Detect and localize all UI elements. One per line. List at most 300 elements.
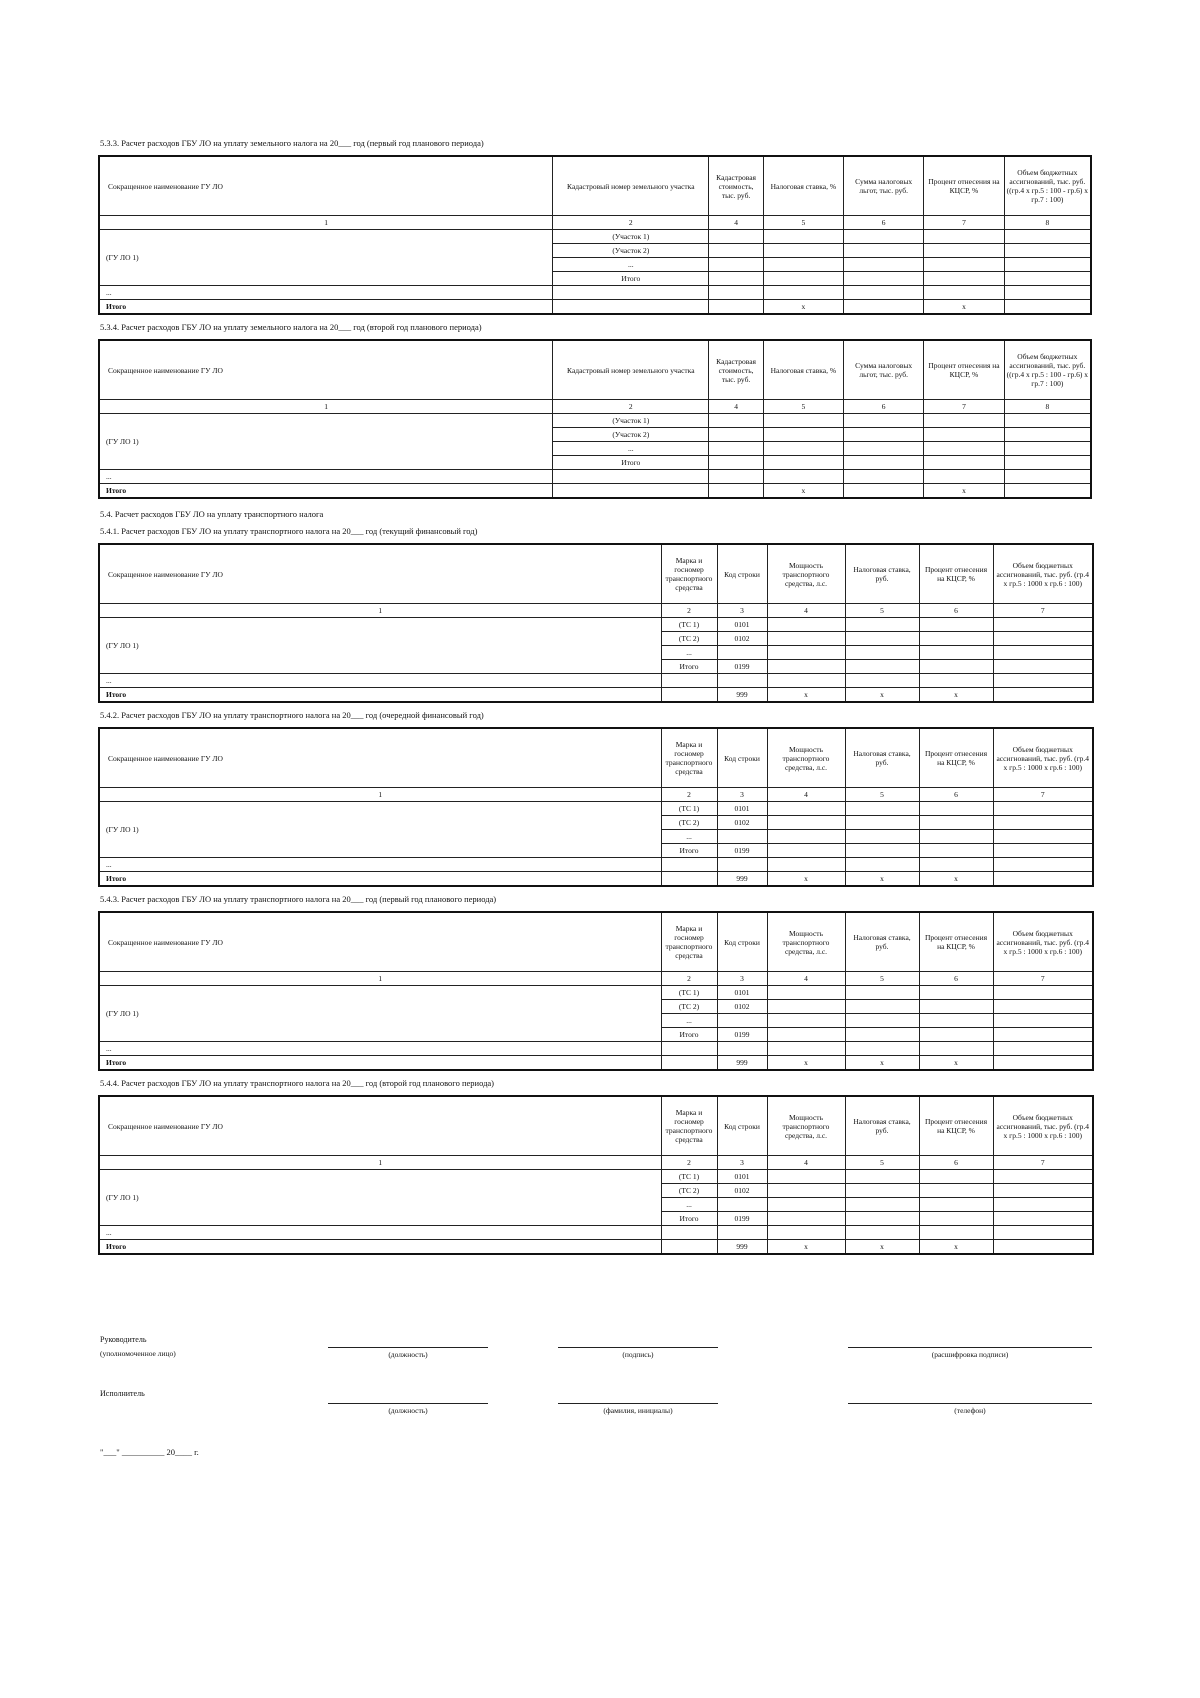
col-number: 7 xyxy=(993,604,1093,618)
column-numbers-row xyxy=(99,400,1091,414)
empty-cell xyxy=(767,1000,845,1014)
total-row xyxy=(99,872,1093,887)
col-number: 2 xyxy=(661,604,717,618)
empty-cell xyxy=(844,272,924,286)
empty-cell xyxy=(709,456,763,470)
land-tax-table-5-3-3 xyxy=(98,155,1092,315)
position-line xyxy=(328,1347,488,1348)
empty-cell xyxy=(767,802,845,816)
col-header-cadastral-number: Кадастровый номер земельного участка xyxy=(553,156,709,216)
executor-position-line xyxy=(328,1403,488,1404)
table-row xyxy=(99,858,1093,872)
empty-cell xyxy=(845,632,919,646)
empty-cell xyxy=(844,484,924,499)
table-row xyxy=(99,1226,1093,1240)
column-numbers-row xyxy=(99,1156,1093,1170)
fio-line xyxy=(558,1403,718,1404)
empty-cell xyxy=(767,632,845,646)
code-cell: 999 xyxy=(717,872,767,887)
col-number: 6 xyxy=(919,1156,993,1170)
code-cell: 0101 xyxy=(717,618,767,632)
empty-cell xyxy=(1004,244,1091,258)
table-row xyxy=(99,986,1093,1000)
col-header-row-code: Код строки xyxy=(717,728,767,788)
empty-cell xyxy=(1004,272,1091,286)
col-number: 2 xyxy=(661,972,717,986)
empty-cell xyxy=(919,1226,993,1240)
empty-cell xyxy=(919,618,993,632)
org-name-cell: (ГУ ЛО 1) xyxy=(99,230,553,286)
x-cell: x xyxy=(919,872,993,887)
x-cell: x xyxy=(763,300,843,315)
col-number: 4 xyxy=(767,788,845,802)
empty-cell xyxy=(553,484,709,499)
empty-cell xyxy=(924,442,1004,456)
x-cell: x xyxy=(845,688,919,703)
empty-cell xyxy=(993,660,1093,674)
empty-cell xyxy=(709,442,763,456)
col-number: 1 xyxy=(99,1156,661,1170)
col-header-budget-volume: Объем бюджетных ассигнований, тыс. руб. (гр.4 x гр.5 : 1000 x гр.6 : 100) xyxy=(993,728,1093,788)
date-line: "___" __________ 20____ г. xyxy=(100,1447,199,1457)
empty-cell xyxy=(845,1000,919,1014)
col-number: 6 xyxy=(919,604,993,618)
col-number: 1 xyxy=(99,788,661,802)
empty-cell xyxy=(924,244,1004,258)
col-number: 6 xyxy=(844,216,924,230)
col-number: 7 xyxy=(993,788,1093,802)
empty-cell xyxy=(844,230,924,244)
empty-cell xyxy=(1004,470,1091,484)
empty-cell xyxy=(767,858,845,872)
col-header-power: Мощность транспортного средства, л.с. xyxy=(767,1096,845,1156)
empty-cell xyxy=(767,844,845,858)
empty-cell xyxy=(845,618,919,632)
empty-cell xyxy=(919,830,993,844)
dots-cell: ... xyxy=(661,646,717,660)
empty-cell xyxy=(661,1240,717,1255)
total-label: Итого xyxy=(99,300,553,315)
empty-cell xyxy=(717,1014,767,1028)
dots-cell: ... xyxy=(99,470,553,484)
empty-cell xyxy=(767,816,845,830)
table-row xyxy=(99,618,1093,632)
column-numbers-row xyxy=(99,604,1093,618)
col-number: 3 xyxy=(717,788,767,802)
document-page xyxy=(98,138,1092,1262)
empty-cell xyxy=(924,456,1004,470)
total-label: Итого xyxy=(99,1240,661,1255)
position-caption: (должность) xyxy=(388,1350,428,1359)
empty-cell xyxy=(1004,230,1091,244)
empty-cell xyxy=(709,244,763,258)
col-number: 5 xyxy=(845,1156,919,1170)
col-number: 2 xyxy=(661,1156,717,1170)
subtotal-label: Итого xyxy=(661,1028,717,1042)
empty-cell xyxy=(919,660,993,674)
col-header-org: Сокращенное наименование ГУ ЛО xyxy=(99,912,661,972)
total-label: Итого xyxy=(99,872,661,887)
code-cell: 0101 xyxy=(717,986,767,1000)
executor-position-caption: (должность) xyxy=(388,1406,428,1415)
table-header-row xyxy=(99,544,1093,604)
empty-cell xyxy=(844,456,924,470)
dots-cell: ... xyxy=(99,286,553,300)
col-number: 2 xyxy=(553,216,709,230)
empty-cell xyxy=(993,674,1093,688)
subtotal-label: Итого xyxy=(553,456,709,470)
dots-cell: ... xyxy=(99,858,661,872)
empty-cell xyxy=(993,1240,1093,1255)
empty-cell xyxy=(717,646,767,660)
column-numbers-row xyxy=(99,972,1093,986)
x-cell: x xyxy=(919,688,993,703)
empty-cell xyxy=(993,1000,1093,1014)
empty-cell xyxy=(763,470,843,484)
col-number: 5 xyxy=(845,972,919,986)
empty-cell xyxy=(919,1184,993,1198)
col-header-tax-rate: Налоговая ставка, % xyxy=(763,156,843,216)
executor-label: Исполнитель xyxy=(100,1389,145,1398)
empty-cell xyxy=(844,428,924,442)
phone-line xyxy=(848,1403,1092,1404)
plot-cell: (Участок 2) xyxy=(553,244,709,258)
empty-cell xyxy=(661,688,717,703)
vehicle-cell: (ТС 2) xyxy=(661,816,717,830)
dots-cell: ... xyxy=(661,1198,717,1212)
total-label: Итого xyxy=(99,1056,661,1071)
empty-cell xyxy=(553,286,709,300)
col-header-org: Сокращенное наименование ГУ ЛО xyxy=(99,544,661,604)
empty-cell xyxy=(845,646,919,660)
col-header-power: Мощность транспортного средства, л.с. xyxy=(767,912,845,972)
empty-cell xyxy=(845,986,919,1000)
empty-cell xyxy=(709,470,763,484)
empty-cell xyxy=(767,1184,845,1198)
empty-cell xyxy=(661,674,717,688)
empty-cell xyxy=(919,674,993,688)
vehicle-cell: (ТС 2) xyxy=(661,1184,717,1198)
col-number: 7 xyxy=(993,972,1093,986)
total-row xyxy=(99,300,1091,315)
empty-cell xyxy=(919,1000,993,1014)
col-number: 4 xyxy=(767,972,845,986)
vehicle-cell: (ТС 1) xyxy=(661,618,717,632)
empty-cell xyxy=(767,1226,845,1240)
table-row xyxy=(99,470,1091,484)
col-number: 1 xyxy=(99,972,661,986)
empty-cell xyxy=(845,1212,919,1226)
column-numbers-row xyxy=(99,788,1093,802)
empty-cell xyxy=(709,428,763,442)
vehicle-cell: (ТС 1) xyxy=(661,802,717,816)
subtotal-label: Итого xyxy=(661,660,717,674)
code-cell: 0102 xyxy=(717,1184,767,1198)
x-cell: x xyxy=(767,688,845,703)
col-number: 7 xyxy=(924,216,1004,230)
empty-cell xyxy=(993,1056,1093,1071)
dots-cell: ... xyxy=(553,258,709,272)
col-header-org: Сокращенное наименование ГУ ЛО xyxy=(99,156,553,216)
col-number: 1 xyxy=(99,400,553,414)
empty-cell xyxy=(845,858,919,872)
code-cell: 0102 xyxy=(717,632,767,646)
transport-tax-table-5-4-3 xyxy=(98,911,1094,1071)
dots-cell: ... xyxy=(99,1042,661,1056)
x-cell: x xyxy=(924,484,1004,499)
dots-cell: ... xyxy=(99,674,661,688)
empty-cell xyxy=(661,1056,717,1071)
section-title-5-4-1: 5.4.1. Расчет расходов ГБУ ЛО на уплату транспортного налога на 20___ год (текущий финансовый год) xyxy=(100,526,478,536)
empty-cell xyxy=(919,858,993,872)
empty-cell xyxy=(767,646,845,660)
col-header-tax-rate: Налоговая ставка, руб. xyxy=(845,728,919,788)
empty-cell xyxy=(993,986,1093,1000)
col-header-row-code: Код строки xyxy=(717,912,767,972)
col-header-tax-benefits: Сумма налоговых льгот, тыс. руб. xyxy=(844,156,924,216)
empty-cell xyxy=(919,1170,993,1184)
table-header-row xyxy=(99,1096,1093,1156)
empty-cell xyxy=(661,1042,717,1056)
empty-cell xyxy=(993,858,1093,872)
dots-cell: ... xyxy=(661,830,717,844)
empty-cell xyxy=(763,286,843,300)
table-row xyxy=(99,1042,1093,1056)
col-header-vehicle: Марка и госномер транспортного средства xyxy=(661,1096,717,1156)
x-cell: x xyxy=(919,1240,993,1255)
empty-cell xyxy=(993,802,1093,816)
col-number: 1 xyxy=(99,604,661,618)
col-number: 8 xyxy=(1004,216,1091,230)
dots-cell: ... xyxy=(661,1014,717,1028)
col-number: 6 xyxy=(919,788,993,802)
col-number: 5 xyxy=(763,400,843,414)
empty-cell xyxy=(709,286,763,300)
empty-cell xyxy=(767,660,845,674)
land-tax-table-5-3-4 xyxy=(98,339,1092,499)
section-title-5-4-3: 5.4.3. Расчет расходов ГБУ ЛО на уплату транспортного налога на 20___ год (первый год планового периода) xyxy=(100,894,497,904)
vehicle-cell: (ТС 1) xyxy=(661,1170,717,1184)
col-header-budget-volume: Объем бюджетных ассигнований, тыс. руб. (гр.4 x гр.5 : 1000 x гр.6 : 100) xyxy=(993,544,1093,604)
code-cell: 0199 xyxy=(717,1212,767,1226)
empty-cell xyxy=(767,618,845,632)
empty-cell xyxy=(993,1170,1093,1184)
empty-cell xyxy=(919,632,993,646)
code-cell: 0199 xyxy=(717,1028,767,1042)
col-header-cadastral-value: Кадастровая стоимость, тыс. руб. xyxy=(709,156,763,216)
plot-cell: (Участок 2) xyxy=(553,428,709,442)
empty-cell xyxy=(919,1198,993,1212)
empty-cell xyxy=(993,1184,1093,1198)
head-sublabel: (уполномоченное лицо) xyxy=(100,1349,176,1358)
empty-cell xyxy=(924,414,1004,428)
col-number: 4 xyxy=(709,216,763,230)
empty-cell xyxy=(845,674,919,688)
x-cell: x xyxy=(767,1240,845,1255)
code-cell: 999 xyxy=(717,1056,767,1071)
col-header-kcsr-percent: Процент отнесения на КЦСР, % xyxy=(924,340,1004,400)
col-header-vehicle: Марка и госномер транспортного средства xyxy=(661,912,717,972)
section-title-5-3-3: 5.3.3. Расчет расходов ГБУ ЛО на уплату земельного налога на 20___ год (первый год планового периода) xyxy=(100,138,484,148)
empty-cell xyxy=(919,1028,993,1042)
empty-cell xyxy=(993,618,1093,632)
col-number: 8 xyxy=(1004,400,1091,414)
col-header-budget-volume: Объем бюджетных ассигнований, тыс. руб. (гр.4 x гр.5 : 1000 x гр.6 : 100) xyxy=(993,912,1093,972)
col-header-org: Сокращенное наименование ГУ ЛО xyxy=(99,340,553,400)
empty-cell xyxy=(553,300,709,315)
table-row xyxy=(99,674,1093,688)
x-cell: x xyxy=(845,872,919,887)
col-number: 6 xyxy=(844,400,924,414)
column-numbers-row xyxy=(99,216,1091,230)
subtotal-label: Итого xyxy=(661,1212,717,1226)
code-cell: 0101 xyxy=(717,1170,767,1184)
empty-cell xyxy=(845,1226,919,1240)
table-header-row xyxy=(99,156,1091,216)
empty-cell xyxy=(844,470,924,484)
empty-cell xyxy=(993,1198,1093,1212)
table-header-row xyxy=(99,340,1091,400)
total-row xyxy=(99,1240,1093,1255)
total-label: Итого xyxy=(99,688,661,703)
table-row xyxy=(99,1170,1093,1184)
empty-cell xyxy=(767,1028,845,1042)
empty-cell xyxy=(709,230,763,244)
col-header-vehicle: Марка и госномер транспортного средства xyxy=(661,544,717,604)
col-header-row-code: Код строки xyxy=(717,1096,767,1156)
x-cell: x xyxy=(767,1056,845,1071)
empty-cell xyxy=(1004,428,1091,442)
empty-cell xyxy=(845,1198,919,1212)
org-name-cell: (ГУ ЛО 1) xyxy=(99,802,661,858)
code-cell: 0101 xyxy=(717,802,767,816)
empty-cell xyxy=(993,688,1093,703)
section-title-5-4-2: 5.4.2. Расчет расходов ГБУ ЛО на уплату транспортного налога на 20___ год (очередной финансовый год) xyxy=(100,710,484,720)
table-row xyxy=(99,414,1091,428)
empty-cell xyxy=(844,442,924,456)
decode-line xyxy=(848,1347,1092,1348)
empty-cell xyxy=(845,816,919,830)
col-number: 3 xyxy=(717,604,767,618)
col-number: 3 xyxy=(717,972,767,986)
col-header-power: Мощность транспортного средства, л.с. xyxy=(767,728,845,788)
col-header-cadastral-value: Кадастровая стоимость, тыс. руб. xyxy=(709,340,763,400)
org-name-cell: (ГУ ЛО 1) xyxy=(99,986,661,1042)
dots-cell: ... xyxy=(553,442,709,456)
empty-cell xyxy=(763,456,843,470)
col-header-tax-benefits: Сумма налоговых льгот, тыс. руб. xyxy=(844,340,924,400)
empty-cell xyxy=(919,816,993,830)
empty-cell xyxy=(763,442,843,456)
code-cell: 999 xyxy=(717,688,767,703)
col-number: 1 xyxy=(99,216,553,230)
total-row xyxy=(99,1056,1093,1071)
empty-cell xyxy=(1004,286,1091,300)
plot-cell: (Участок 1) xyxy=(553,230,709,244)
x-cell: x xyxy=(924,300,1004,315)
x-cell: x xyxy=(767,872,845,887)
empty-cell xyxy=(1004,300,1091,315)
empty-cell xyxy=(1004,484,1091,499)
empty-cell xyxy=(717,1198,767,1212)
empty-cell xyxy=(844,244,924,258)
empty-cell xyxy=(844,300,924,315)
empty-cell xyxy=(709,300,763,315)
col-header-kcsr-percent: Процент отнесения на КЦСР, % xyxy=(919,1096,993,1156)
empty-cell xyxy=(844,286,924,300)
col-header-kcsr-percent: Процент отнесения на КЦСР, % xyxy=(919,728,993,788)
empty-cell xyxy=(924,272,1004,286)
empty-cell xyxy=(919,986,993,1000)
fio-caption: (фамилия, инициалы) xyxy=(603,1406,673,1415)
col-header-budget-volume: Объем бюджетных ассигнований, тыс. руб. ((гр.4 x гр.5 : 100 - гр.6) x гр.7 : 100) xyxy=(1004,340,1091,400)
empty-cell xyxy=(717,858,767,872)
empty-cell xyxy=(767,1212,845,1226)
empty-cell xyxy=(845,1184,919,1198)
vehicle-cell: (ТС 1) xyxy=(661,986,717,1000)
empty-cell xyxy=(845,1170,919,1184)
col-number: 6 xyxy=(919,972,993,986)
empty-cell xyxy=(763,272,843,286)
empty-cell xyxy=(919,1014,993,1028)
empty-cell xyxy=(709,272,763,286)
x-cell: x xyxy=(919,1056,993,1071)
dots-cell: ... xyxy=(99,1226,661,1240)
empty-cell xyxy=(845,660,919,674)
empty-cell xyxy=(924,230,1004,244)
empty-cell xyxy=(1004,414,1091,428)
transport-tax-table-5-4-4 xyxy=(98,1095,1094,1255)
empty-cell xyxy=(763,258,843,272)
empty-cell xyxy=(553,470,709,484)
empty-cell xyxy=(993,1014,1093,1028)
table-row xyxy=(99,802,1093,816)
table-header-row xyxy=(99,728,1093,788)
empty-cell xyxy=(763,414,843,428)
vehicle-cell: (ТС 2) xyxy=(661,1000,717,1014)
empty-cell xyxy=(993,830,1093,844)
subtotal-label: Итого xyxy=(661,844,717,858)
transport-tax-table-5-4-2 xyxy=(98,727,1094,887)
col-header-tax-rate: Налоговая ставка, руб. xyxy=(845,1096,919,1156)
total-row xyxy=(99,688,1093,703)
phone-caption: (телефон) xyxy=(954,1406,986,1415)
empty-cell xyxy=(845,830,919,844)
table-row xyxy=(99,286,1091,300)
plot-cell: (Участок 1) xyxy=(553,414,709,428)
col-number: 5 xyxy=(845,788,919,802)
empty-cell xyxy=(993,646,1093,660)
empty-cell xyxy=(1004,258,1091,272)
empty-cell xyxy=(924,258,1004,272)
x-cell: x xyxy=(845,1240,919,1255)
decode-caption: (расшифровка подписи) xyxy=(931,1350,1009,1359)
subtotal-label: Итого xyxy=(553,272,709,286)
col-number: 2 xyxy=(553,400,709,414)
x-cell: x xyxy=(845,1056,919,1071)
empty-cell xyxy=(661,858,717,872)
col-header-kcsr-percent: Процент отнесения на КЦСР, % xyxy=(919,912,993,972)
empty-cell xyxy=(919,844,993,858)
head-label: Руководитель xyxy=(100,1335,147,1344)
empty-cell xyxy=(993,816,1093,830)
section-title-5-4-4: 5.4.4. Расчет расходов ГБУ ЛО на уплату транспортного налога на 20___ год (второй год планового периода) xyxy=(100,1078,494,1088)
col-header-kcsr-percent: Процент отнесения на КЦСР, % xyxy=(919,544,993,604)
empty-cell xyxy=(709,484,763,499)
empty-cell xyxy=(993,1028,1093,1042)
code-cell: 0199 xyxy=(717,660,767,674)
empty-cell xyxy=(1004,456,1091,470)
